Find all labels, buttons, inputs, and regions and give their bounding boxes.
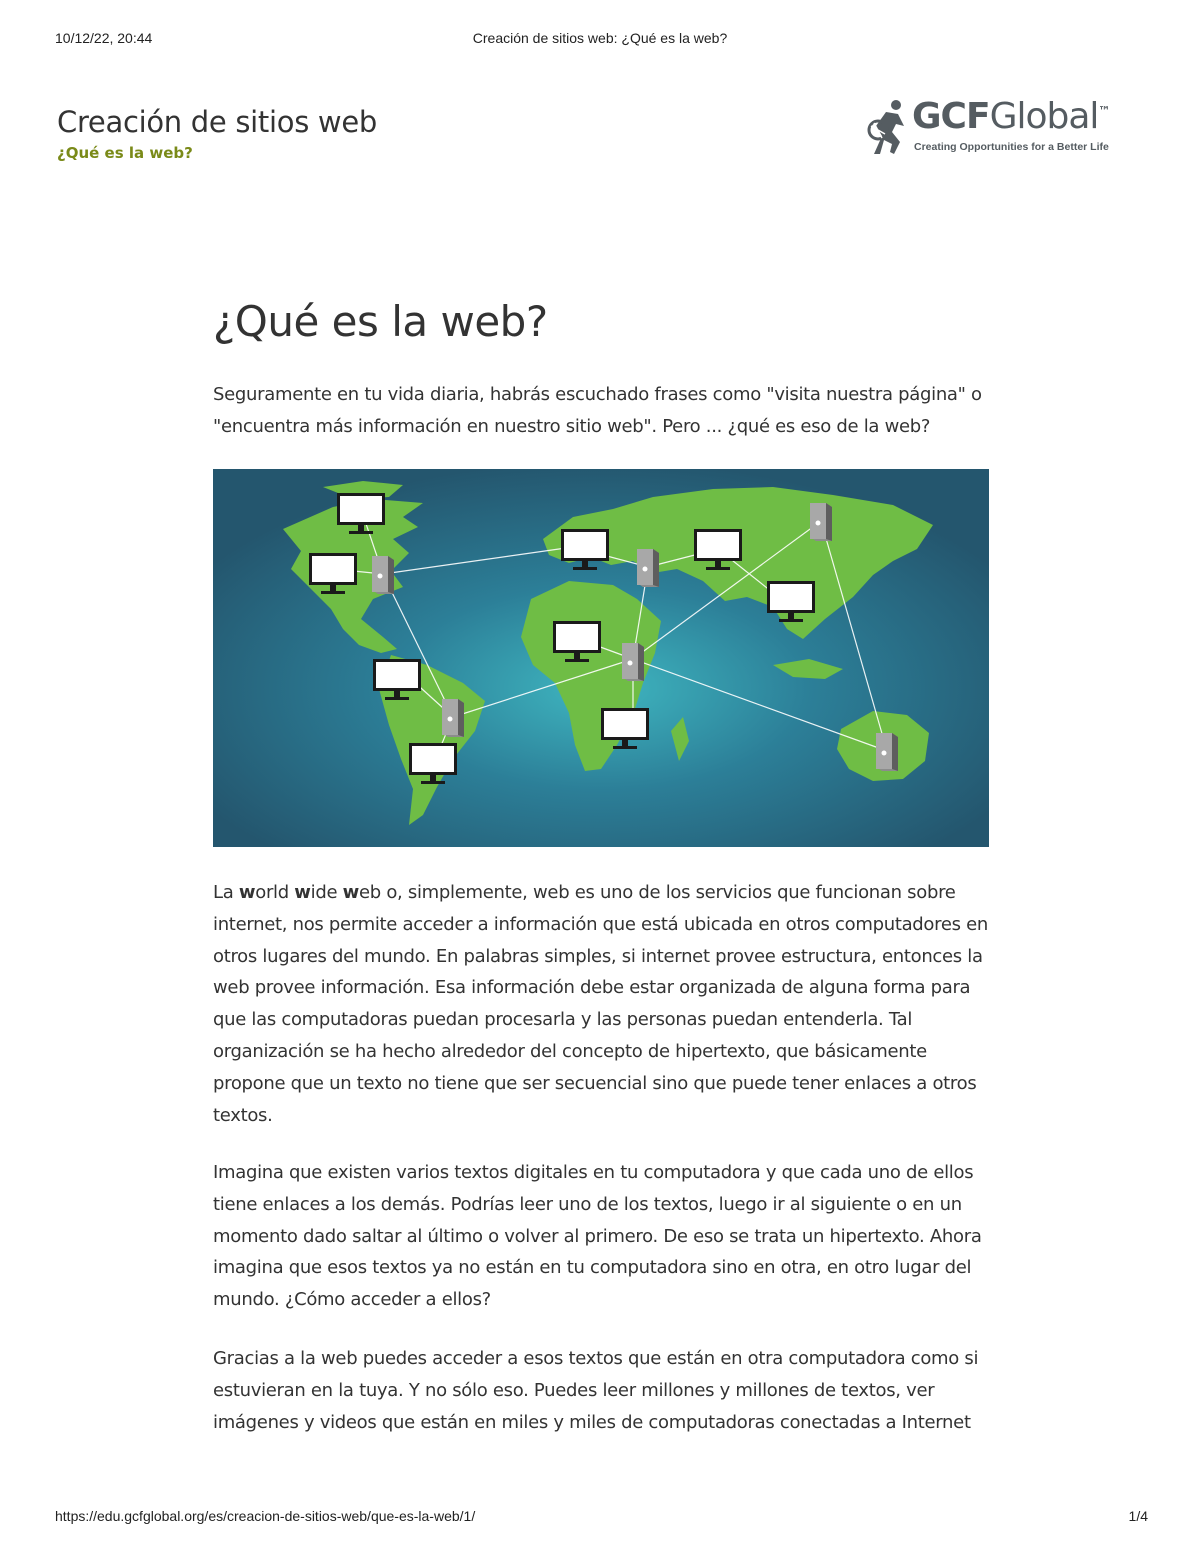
print-date: 10/12/22, 20:44 [55,30,153,46]
p2-w1: w [238,882,256,903]
p2-w2: w [294,882,311,903]
logo-wordmark [912,96,1109,137]
print-title: Creación de sitios web: ¿Qué es la web? [472,30,728,46]
course-title[interactable]: Creación de sitios web [57,105,377,139]
hypertext-paragraph: Imagina que existen varios textos digitales en tu computadora y que cada uno de ellos tiene enlaces a los demás. Podrías leer uno de los textos, luego ir al siguiente o en un momento dado saltar al último o volver al primero. De eso se trata un hipertexto. Ahora imagina que esos textos ya no están en tu computadora sino en otra, en otro lugar del mundo. ¿Cómo acceder a ellos? [213,1162,982,1311]
logo-tagline: Creating Opportunities for a Better Life [914,141,1109,153]
article-heading: ¿Qué es la web? [213,297,548,346]
p2-rest: eb o, simplemente, web es uno de los servicios que funcionan sobre internet, nos permite acceder a información que está ubicada en otros computadores en otros lugares del mundo. En palabras simples, si internet provee estructura, entonces la web provee información. Esa información debe estar organizada de alguna forma para que las computadoras puedan procesarla y las personas puedan entenderla. Tal organización se ha hecho alrededor del concepto de hipertexto, que básicamente propone que un texto no tiene que ser secuencial sino que puede tener enlaces a otros textos. [213,882,989,1126]
web-access-paragraph: Gracias a la web puedes acceder a esos textos que están en otra computadora como si estuvieran en la tuya. Y no sólo eso. Puedes leer millones y millones de textos, ver imágenes y videos que están en miles y miles de computadoras conectadas a Internet [213,1348,979,1433]
lesson-subtitle: ¿Qué es la web? [57,144,193,162]
page-url[interactable]: https://edu.gcfglobal.org/es/creacion-de-sitios-web/que-es-la-web/1/ [55,1508,476,1524]
p2-w3: w [342,882,360,903]
gcf-figure-icon [862,96,912,158]
logo-wordmark-light: Global [989,96,1099,137]
p2-a: orld [255,882,295,903]
site-header [57,104,377,162]
www-paragraph [213,877,993,1131]
p2-b: ide [310,882,343,903]
logo-trademark: ™ [1098,104,1110,118]
gcfglobal-logo[interactable] [862,96,1152,158]
logo-wordmark-bold: GCF [912,96,990,137]
p2-prefix: La [213,882,239,903]
intro-paragraph: Seguramente en tu vida diaria, habrás escuchado frases como "visita nuestra página" o "encuentra más información en nuestro sitio web". Pero ... ¿qué es eso de la web? [213,384,982,437]
article [213,296,993,1433]
page-number: 1/4 [1128,1508,1148,1524]
world-network-illustration [213,469,989,847]
